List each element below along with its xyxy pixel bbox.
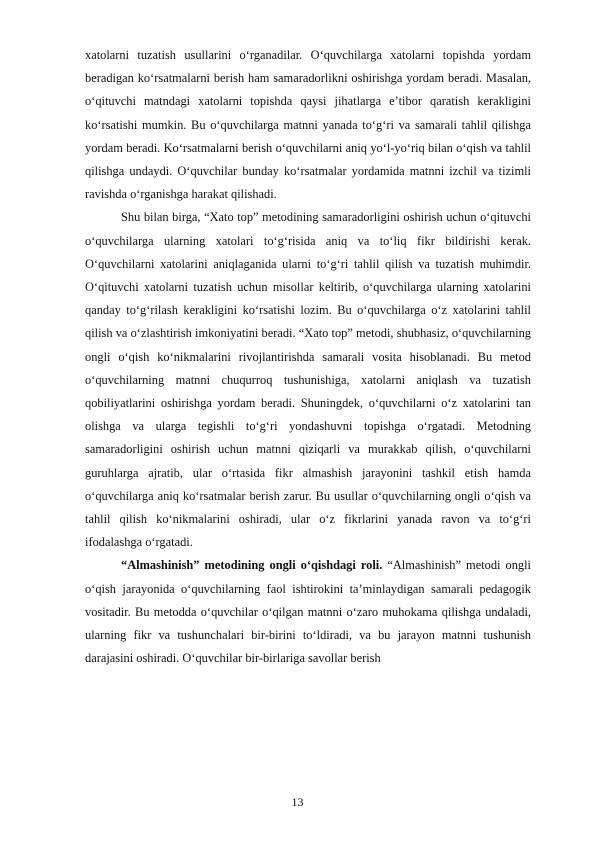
page-number: 13 (291, 795, 304, 809)
section-heading: “Almashinish” metodining ongli o‘qishdagi roli. (121, 558, 383, 573)
paragraph-1: xatolarni tuzatish usullarini o‘rganadilar. O‘quvchilarga xatolarni topishda yordam beradigan ko‘rsatmalarni berish ham samaradorlikni oshirishga yordam beradi. Masalan, o‘qituvchi matndagi xatolarni topishda qaysi jihatlarga e’tibor qaratish kerakligini ko‘rsatishi mumkin. Bu o‘quvchilarga matnni yanada to‘g‘ri va samarali tahlil qilishga yordam beradi. Ko‘rsatmalarni berish o‘quvchilarni aniq yo‘l-yo‘riq bilan o‘qish va tahlil qilishga undaydi. O‘quvchilar bunday ko‘rsatmalar yordamida matnni izchil va tizimli ravishda o‘rganishga harakat qilishadi. (85, 48, 531, 202)
paragraph-2: Shu bilan birga, “Xato top” metodining samaradorligini oshirish uchun o‘qituvchi o‘quvchilarga ularning xatolari to‘g‘risida aniq va to‘liq fikr bildirishi kerak. O‘quvchilarni xatolarini aniqlaganida ularni to‘g‘ri tahlil qilish va tuzatish muhimdir. O‘qituvchi xatolarni tuzatish uchun misollar keltirib, o‘quvchilarga ularning xatolarini qanday to‘g‘rilash kerakligini ko‘rsatishi lozim. Bu o‘quvchilarga o‘z xatolarini tahlil qilish va o‘zlashtirish imkoniyatini beradi. “Xato top” metodi, shubhasiz, o‘quvchilarning ongli o‘qish ko‘nikmalarini rivojlantirishda samarali vosita hisoblanadi. Bu metod o‘quvchilarning matnni chuqurroq tushunishiga, xatolarni aniqlash va tuzatish qobiliyatlarini oshirishga yordam beradi. Shuningdek, o‘quvchilarni o‘z xatolarini tan olishga va ularga tegishli to‘g‘ri yondashuvni topishga o‘rgatadi. Metodning samaradorligini oshirish uchun matnni qiziqarli va murakkab qilish, o‘quvchilarni guruhlarga ajratib, ular o‘rtasida fikr almashish jarayonini tashkil etish hamda o‘quvchilarga aniq ko‘rsatmalar berish zarur. Bu usullar o‘quvchilarning ongli o‘qish va tahlil qilish ko‘nikmalarini oshiradi, ular o‘z fikrlarini yanada ravon va to‘g‘ri ifodalashga o‘rgatadi. (85, 210, 531, 550)
paragraph-3 (85, 554, 531, 670)
document-body (85, 44, 531, 670)
paragraph-3-text: “Almashinish” metodi ongli o‘qish jarayonida o‘quvchilarning faol ishtirokini ta’minlaydigan samarali pedagogik vositadir. Bu metodda o‘quvchilar o‘qilgan matnni o‘zaro muhokama qilishga undaladi, ularning fikr va tushunchalari bir-birini to‘ldiradi, va bu jarayon matnni tushunish darajasini oshiradi. O‘quvchilar bir-birlariga savollar berish (85, 558, 531, 666)
